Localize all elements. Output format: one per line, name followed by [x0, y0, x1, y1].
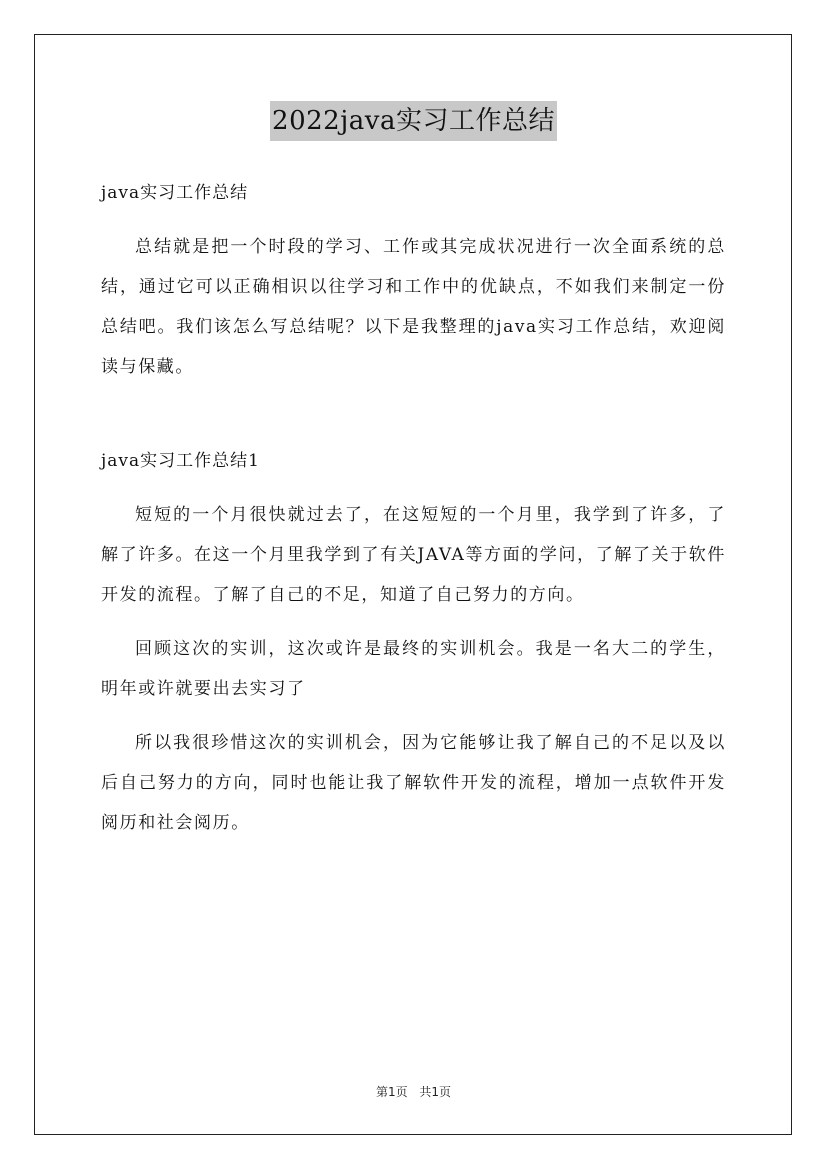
title-container	[0, 101, 827, 141]
page-footer	[0, 1083, 827, 1100]
page-number-current: 第1页	[375, 1085, 408, 1099]
blank-line	[101, 401, 726, 441]
page-number-total: 共1页	[419, 1085, 452, 1099]
paragraph-intro: 总结就是把一个时段的学习、工作或其完成状况进行一次全面系统的总结，通过它可以正确相识以往学习和工作中的优缺点，不如我们来制定一份总结吧。我们该怎么写总结呢？以下是我整理的java实习工作总结，欢迎阅读与保藏。	[101, 237, 726, 377]
section-heading-intro: java实习工作总结	[101, 183, 249, 203]
document-body	[101, 173, 726, 857]
paragraph-3: 所以我很珍惜这次的实训机会，因为它能够让我了解自己的不足以及以后自己努力的方向，同时也能让我了解软件开发的流程，增加一点软件开发阅历和社会阅历。	[101, 733, 726, 833]
document-title: 2022java实习工作总结	[270, 101, 557, 141]
section-heading-1: java实习工作总结1	[101, 451, 260, 471]
paragraph-1: 短短的一个月很快就过去了，在这短短的一个月里，我学到了许多，了解了许多。在这一个月里我学到了有关JAVA等方面的学问，了解了关于软件开发的流程。了解了自己的不足，知道了自己努力的方向。	[101, 505, 726, 605]
paragraph-2: 回顾这次的实训，这次或许是最终的实训机会。我是一名大二的学生，明年或许就要出去实习了	[101, 639, 726, 699]
